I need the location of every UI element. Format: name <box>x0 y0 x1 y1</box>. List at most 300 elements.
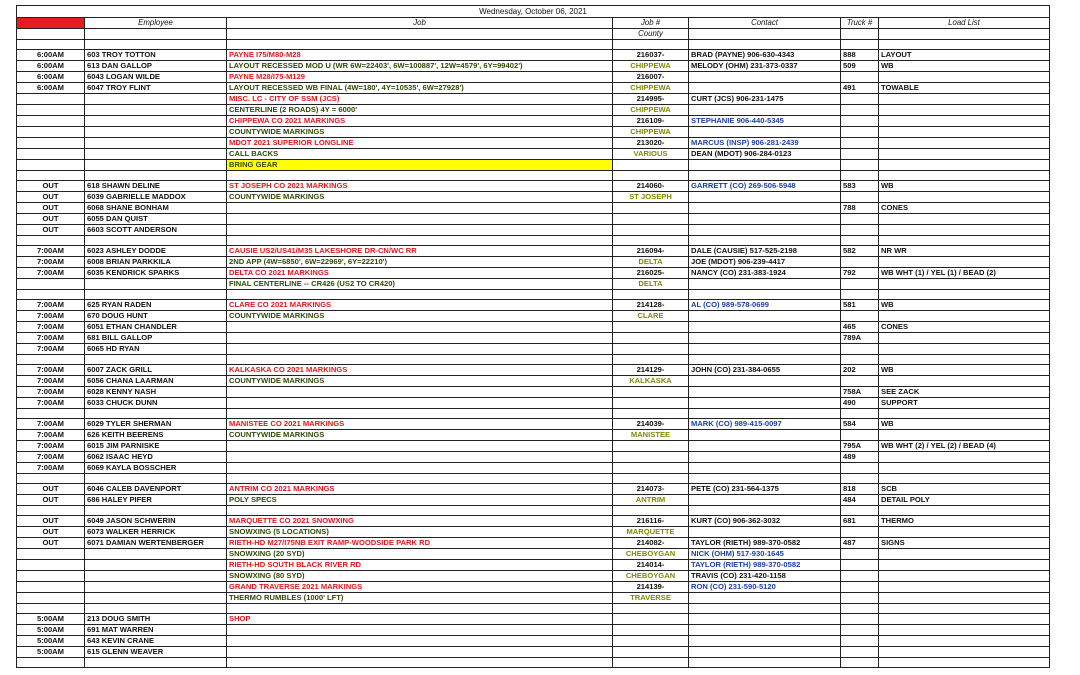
job-number-cell: DELTA <box>613 257 689 268</box>
load-list-cell <box>879 257 1050 268</box>
spacer-cell <box>227 171 613 181</box>
schedule-row <box>17 192 1050 203</box>
spacer-cell <box>85 290 227 300</box>
schedule-row <box>17 322 1050 333</box>
job-number-cell: MANISTEE <box>613 430 689 441</box>
employee-cell: 6029 TYLER SHERMAN <box>85 419 227 430</box>
contact-cell <box>689 647 841 658</box>
spacer-cell <box>85 40 227 50</box>
employee-cell: 6046 CALEB DAVENPORT <box>85 484 227 495</box>
contact-cell: PETE (CO) 231-564-1375 <box>689 484 841 495</box>
time-cell: OUT <box>17 214 85 225</box>
truck-cell <box>841 344 879 355</box>
job-number-cell <box>613 636 689 647</box>
load-list-cell <box>879 225 1050 236</box>
truck-cell: 489 <box>841 452 879 463</box>
schedule-row <box>17 333 1050 344</box>
load-list-cell <box>879 105 1050 116</box>
load-list-cell <box>879 376 1050 387</box>
spacer-cell <box>227 290 613 300</box>
schedule-row <box>17 214 1050 225</box>
job-cell <box>227 441 613 452</box>
schedule-row <box>17 257 1050 268</box>
job-cell: GRAND TRAVERSE 2021 MARKINGS <box>227 582 613 593</box>
job-number-cell: 213020- <box>613 138 689 149</box>
contact-cell <box>689 214 841 225</box>
contact-cell: NICK (OHM) 517-930-1645 <box>689 549 841 560</box>
job-cell: COUNTYWIDE MARKINGS <box>227 192 613 203</box>
time-cell <box>17 571 85 582</box>
truck-cell: 490 <box>841 398 879 409</box>
load-list-cell <box>879 149 1050 160</box>
schedule-row <box>17 181 1050 192</box>
truck-cell: 583 <box>841 181 879 192</box>
contact-cell: DEAN (MDOT) 906-284-0123 <box>689 149 841 160</box>
contact-cell <box>689 311 841 322</box>
truck-cell <box>841 376 879 387</box>
truck-cell <box>841 463 879 474</box>
schedule-row <box>17 527 1050 538</box>
schedule-row <box>17 452 1050 463</box>
contact-cell: MARCUS (INSP) 906-281-2439 <box>689 138 841 149</box>
spacer-row <box>17 506 1050 516</box>
contact-cell: MARK (CO) 989-415-0097 <box>689 419 841 430</box>
job-cell: COUNTYWIDE MARKINGS <box>227 430 613 441</box>
load-list-cell: WB WHT (2) / YEL (2) / BEAD (4) <box>879 441 1050 452</box>
job-cell: BRING GEAR <box>227 160 613 171</box>
employee-cell: 6007 ZACK GRILL <box>85 365 227 376</box>
spacer-cell <box>85 355 227 365</box>
truck-cell: 202 <box>841 365 879 376</box>
employee-cell <box>85 593 227 604</box>
employee-cell: 6071 DAMIAN WERTENBERGER <box>85 538 227 549</box>
load-list-cell <box>879 614 1050 625</box>
load-list-cell: WB <box>879 419 1050 430</box>
job-cell: COUNTYWIDE MARKINGS <box>227 311 613 322</box>
job-number-cell: 214129- <box>613 365 689 376</box>
contact-cell <box>689 387 841 398</box>
time-cell: OUT <box>17 203 85 214</box>
spacer-cell <box>85 474 227 484</box>
job-cell: RIETH-HD SOUTH BLACK RIVER RD <box>227 560 613 571</box>
spacer-cell <box>841 506 879 516</box>
spacer-row <box>17 409 1050 419</box>
spacer-cell <box>85 658 227 668</box>
time-cell: 7:00AM <box>17 387 85 398</box>
spacer-row <box>17 40 1050 50</box>
truck-cell: 584 <box>841 419 879 430</box>
time-cell <box>17 549 85 560</box>
header-job: Job <box>227 18 613 29</box>
spacer-cell <box>227 355 613 365</box>
time-cell: 5:00AM <box>17 636 85 647</box>
load-list-cell: WB <box>879 61 1050 72</box>
spacer-row <box>17 474 1050 484</box>
time-cell: OUT <box>17 516 85 527</box>
job-cell: CENTERLINE (2 ROADS) 4Y = 6000' <box>227 105 613 116</box>
spacer-cell <box>841 355 879 365</box>
truck-cell <box>841 560 879 571</box>
job-number-cell: 216025- <box>613 268 689 279</box>
time-cell: 7:00AM <box>17 463 85 474</box>
schedule-row <box>17 495 1050 506</box>
spacer-cell <box>613 658 689 668</box>
contact-cell: KURT (CO) 906-362-3032 <box>689 516 841 527</box>
employee-cell: 6043 LOGAN WILDE <box>85 72 227 83</box>
contact-cell: NANCY (CO) 231-383-1924 <box>689 268 841 279</box>
job-number-cell: 214060- <box>613 181 689 192</box>
spacer-cell <box>85 604 227 614</box>
load-list-cell <box>879 593 1050 604</box>
time-cell: OUT <box>17 484 85 495</box>
contact-cell: DALE (CAUSIE) 517-525-2198 <box>689 246 841 257</box>
job-number-cell: 214073- <box>613 484 689 495</box>
employee-cell: 6047 TROY FLINT <box>85 83 227 94</box>
load-list-cell: TOWABLE <box>879 83 1050 94</box>
spacer-cell <box>689 506 841 516</box>
job-cell: 2ND APP (4W=6850', 6W=22969', 6Y=22210') <box>227 257 613 268</box>
job-number-cell <box>613 322 689 333</box>
job-cell: MANISTEE CO 2021 MARKINGS <box>227 419 613 430</box>
job-number-cell: 214128- <box>613 300 689 311</box>
job-number-cell <box>613 647 689 658</box>
time-cell <box>17 560 85 571</box>
schedule-row <box>17 105 1050 116</box>
load-list-cell <box>879 192 1050 203</box>
load-list-cell: WB <box>879 365 1050 376</box>
employee-cell: 6039 GABRIELLE MADDOX <box>85 192 227 203</box>
employee-cell: 625 RYAN RADEN <box>85 300 227 311</box>
contact-cell <box>689 333 841 344</box>
job-cell <box>227 322 613 333</box>
employee-cell: 6015 JIM PARNISKE <box>85 441 227 452</box>
employee-cell: 686 HALEY PIFER <box>85 495 227 506</box>
contact-cell <box>689 192 841 203</box>
spacer-cell <box>689 290 841 300</box>
load-list-cell <box>879 160 1050 171</box>
truck-cell: 487 <box>841 538 879 549</box>
time-cell: 7:00AM <box>17 333 85 344</box>
truck-cell <box>841 625 879 636</box>
spacer-cell <box>227 658 613 668</box>
truck-cell: 465 <box>841 322 879 333</box>
header-load-list: Load List <box>879 18 1050 29</box>
spacer-cell <box>227 506 613 516</box>
job-number-cell: CLARE <box>613 311 689 322</box>
employee-cell <box>85 138 227 149</box>
employee-cell: 603 TROY TOTTON <box>85 50 227 61</box>
schedule-row <box>17 225 1050 236</box>
spacer-cell <box>17 474 85 484</box>
time-cell: 5:00AM <box>17 647 85 658</box>
employee-cell: 6033 CHUCK DUNN <box>85 398 227 409</box>
truck-cell <box>841 127 879 138</box>
time-cell: 7:00AM <box>17 257 85 268</box>
schedule-row <box>17 516 1050 527</box>
spacer-row <box>17 290 1050 300</box>
schedule-row <box>17 138 1050 149</box>
employee-cell: 681 BILL GALLOP <box>85 333 227 344</box>
contact-cell <box>689 593 841 604</box>
spacer-cell <box>613 40 689 50</box>
truck-cell <box>841 116 879 127</box>
truck-cell <box>841 527 879 538</box>
load-list-cell <box>879 138 1050 149</box>
time-cell: 6:00AM <box>17 61 85 72</box>
load-list-cell <box>879 647 1050 658</box>
spacer-cell <box>689 604 841 614</box>
contact-cell: CURT (JCS) 906-231-1475 <box>689 94 841 105</box>
employee-cell: 643 KEVIN CRANE <box>85 636 227 647</box>
job-number-cell: CHEBOYGAN <box>613 571 689 582</box>
job-number-cell: 216037- <box>613 50 689 61</box>
truck-cell: 792 <box>841 268 879 279</box>
spacer-cell <box>85 506 227 516</box>
job-cell: PAYNE I75/M80-M28 <box>227 50 613 61</box>
job-number-cell <box>613 214 689 225</box>
truck-cell <box>841 279 879 290</box>
load-list-cell <box>879 311 1050 322</box>
spacer-cell <box>613 355 689 365</box>
schedule-row <box>17 441 1050 452</box>
contact-cell <box>689 495 841 506</box>
load-list-cell <box>879 279 1050 290</box>
spacer-cell <box>879 409 1050 419</box>
spacer-cell <box>879 658 1050 668</box>
contact-cell <box>689 225 841 236</box>
schedule-row <box>17 625 1050 636</box>
job-cell: CALL BACKS <box>227 149 613 160</box>
time-cell: 5:00AM <box>17 614 85 625</box>
job-number-cell <box>613 452 689 463</box>
schedule-row <box>17 419 1050 430</box>
employee-cell <box>85 160 227 171</box>
employee-cell <box>85 105 227 116</box>
time-cell: 6:00AM <box>17 50 85 61</box>
schedule-row <box>17 430 1050 441</box>
load-list-cell: CONES <box>879 322 1050 333</box>
employee-cell: 618 SHAWN DELINE <box>85 181 227 192</box>
schedule-row <box>17 246 1050 257</box>
contact-cell: BRAD (PAYNE) 906-630-4343 <box>689 50 841 61</box>
load-list-cell <box>879 72 1050 83</box>
load-list-cell: LAYOUT <box>879 50 1050 61</box>
truck-cell: 795A <box>841 441 879 452</box>
employee-cell: 6065 HD RYAN <box>85 344 227 355</box>
time-cell <box>17 105 85 116</box>
spacer-cell <box>613 290 689 300</box>
spacer-cell <box>17 604 85 614</box>
truck-cell: 582 <box>841 246 879 257</box>
employee-cell: 6056 CHANA LAARMAN <box>85 376 227 387</box>
truck-cell: 818 <box>841 484 879 495</box>
contact-cell <box>689 72 841 83</box>
employee-cell: 6062 ISAAC HEYD <box>85 452 227 463</box>
spacer-cell <box>17 506 85 516</box>
spacer-row <box>17 236 1050 246</box>
job-number-cell: 216007- <box>613 72 689 83</box>
time-cell <box>17 138 85 149</box>
job-cell <box>227 463 613 474</box>
employee-cell <box>85 549 227 560</box>
spacer-cell <box>613 474 689 484</box>
job-cell <box>227 225 613 236</box>
job-number-cell: TRAVERSE <box>613 593 689 604</box>
truck-cell: 788 <box>841 203 879 214</box>
job-cell: MARQUETTE CO 2021 SNOWXING <box>227 516 613 527</box>
schedule-row <box>17 647 1050 658</box>
spacer-cell <box>841 604 879 614</box>
employee-cell: 6603 SCOTT ANDERSON <box>85 225 227 236</box>
job-cell: KALKASKA CO 2021 MARKINGS <box>227 365 613 376</box>
truck-cell <box>841 636 879 647</box>
time-cell <box>17 279 85 290</box>
job-cell: CLARE CO 2021 MARKINGS <box>227 300 613 311</box>
header-time: Time <box>17 18 85 29</box>
employee-cell <box>85 582 227 593</box>
truck-cell <box>841 138 879 149</box>
load-list-cell: SUPPORT <box>879 398 1050 409</box>
header-blank <box>227 29 613 40</box>
contact-cell <box>689 441 841 452</box>
schedule-row <box>17 571 1050 582</box>
spacer-cell <box>227 40 613 50</box>
job-cell: COUNTYWIDE MARKINGS <box>227 376 613 387</box>
contact-cell <box>689 463 841 474</box>
employee-cell: 6051 ETHAN CHANDLER <box>85 322 227 333</box>
contact-cell: AL (CO) 989-578-0699 <box>689 300 841 311</box>
schedule-row <box>17 387 1050 398</box>
schedule-row <box>17 398 1050 409</box>
job-cell: DELTA CO 2021 MARKINGS <box>227 268 613 279</box>
employee-cell: 670 DOUG HUNT <box>85 311 227 322</box>
job-number-cell <box>613 160 689 171</box>
time-cell: 6:00AM <box>17 72 85 83</box>
truck-cell <box>841 582 879 593</box>
header-job-number: Job # <box>613 18 689 29</box>
schedule-row <box>17 94 1050 105</box>
load-list-cell: SIGNS <box>879 538 1050 549</box>
employee-cell: 613 DAN GALLOP <box>85 61 227 72</box>
schedule-row <box>17 50 1050 61</box>
spacer-row <box>17 171 1050 181</box>
contact-cell: TAYLOR (RIETH) 989-370-0582 <box>689 560 841 571</box>
spacer-cell <box>689 355 841 365</box>
spacer-cell <box>689 171 841 181</box>
job-number-cell: VARIOUS <box>613 149 689 160</box>
job-cell: ANTRIM CO 2021 MARKINGS <box>227 484 613 495</box>
spacer-cell <box>841 409 879 419</box>
load-list-cell: SCB <box>879 484 1050 495</box>
job-cell <box>227 344 613 355</box>
job-number-cell <box>613 203 689 214</box>
schedule-row <box>17 311 1050 322</box>
schedule-row <box>17 538 1050 549</box>
load-list-cell: CONES <box>879 203 1050 214</box>
employee-cell: 6028 KENNY NASH <box>85 387 227 398</box>
truck-cell <box>841 430 879 441</box>
job-cell: PAYNE M28/I75-M129 <box>227 72 613 83</box>
job-cell: CHIPPEWA CO 2021 MARKINGS <box>227 116 613 127</box>
time-cell: 7:00AM <box>17 322 85 333</box>
job-cell: RIETH-HD M27/I75NB EXIT RAMP-WOODSIDE PARK RD <box>227 538 613 549</box>
job-cell <box>227 203 613 214</box>
spacer-cell <box>689 658 841 668</box>
job-number-cell: CHEBOYGAN <box>613 549 689 560</box>
employee-cell <box>85 560 227 571</box>
time-cell: 7:00AM <box>17 398 85 409</box>
truck-cell: 681 <box>841 516 879 527</box>
spacer-cell <box>841 171 879 181</box>
time-cell: OUT <box>17 225 85 236</box>
job-cell <box>227 214 613 225</box>
schedule-sheet <box>16 5 1049 668</box>
load-list-cell <box>879 452 1050 463</box>
job-cell <box>227 387 613 398</box>
job-cell: THERMO RUMBLES (1000' LFT) <box>227 593 613 604</box>
employee-cell: 6049 JASON SCHWERIN <box>85 516 227 527</box>
employee-cell <box>85 149 227 160</box>
truck-cell <box>841 160 879 171</box>
load-list-cell: WB <box>879 181 1050 192</box>
employee-cell <box>85 571 227 582</box>
spacer-cell <box>613 171 689 181</box>
load-list-cell <box>879 344 1050 355</box>
job-cell: SNOWXING (5 LOCATIONS) <box>227 527 613 538</box>
contact-cell <box>689 527 841 538</box>
schedule-row <box>17 268 1050 279</box>
job-cell: FINAL CENTERLINE -- CR426 (US2 TO CR420) <box>227 279 613 290</box>
time-cell: 7:00AM <box>17 268 85 279</box>
schedule-row <box>17 484 1050 495</box>
truck-cell: 491 <box>841 83 879 94</box>
schedule-body <box>17 40 1050 668</box>
spacer-cell <box>879 355 1050 365</box>
load-list-cell <box>879 430 1050 441</box>
load-list-cell <box>879 116 1050 127</box>
job-number-cell <box>613 344 689 355</box>
truck-cell: 509 <box>841 61 879 72</box>
time-cell: 7:00AM <box>17 441 85 452</box>
time-cell: 7:00AM <box>17 365 85 376</box>
job-cell: SHOP <box>227 614 613 625</box>
job-cell: ST JOSEPH CO 2021 MARKINGS <box>227 181 613 192</box>
truck-cell <box>841 105 879 116</box>
schedule-row <box>17 344 1050 355</box>
load-list-cell <box>879 582 1050 593</box>
spacer-cell <box>17 658 85 668</box>
contact-cell <box>689 430 841 441</box>
truck-cell <box>841 549 879 560</box>
spacer-cell <box>85 171 227 181</box>
job-cell <box>227 398 613 409</box>
employee-cell: 691 MAT WARREN <box>85 625 227 636</box>
spacer-cell <box>841 236 879 246</box>
job-cell: CAUSIE US2/US41/M35 LAKESHORE DR-CN/WC RR <box>227 246 613 257</box>
contact-cell <box>689 279 841 290</box>
contact-cell: MELODY (OHM) 231-373-0337 <box>689 61 841 72</box>
contact-cell <box>689 203 841 214</box>
employee-cell: 6069 KAYLA BOSSCHER <box>85 463 227 474</box>
truck-cell: 789A <box>841 333 879 344</box>
spacer-cell <box>17 409 85 419</box>
time-cell: OUT <box>17 181 85 192</box>
time-cell: 7:00AM <box>17 344 85 355</box>
job-cell <box>227 452 613 463</box>
schedule-row <box>17 160 1050 171</box>
truck-cell: 484 <box>841 495 879 506</box>
employee-cell: 6055 DAN QUIST <box>85 214 227 225</box>
